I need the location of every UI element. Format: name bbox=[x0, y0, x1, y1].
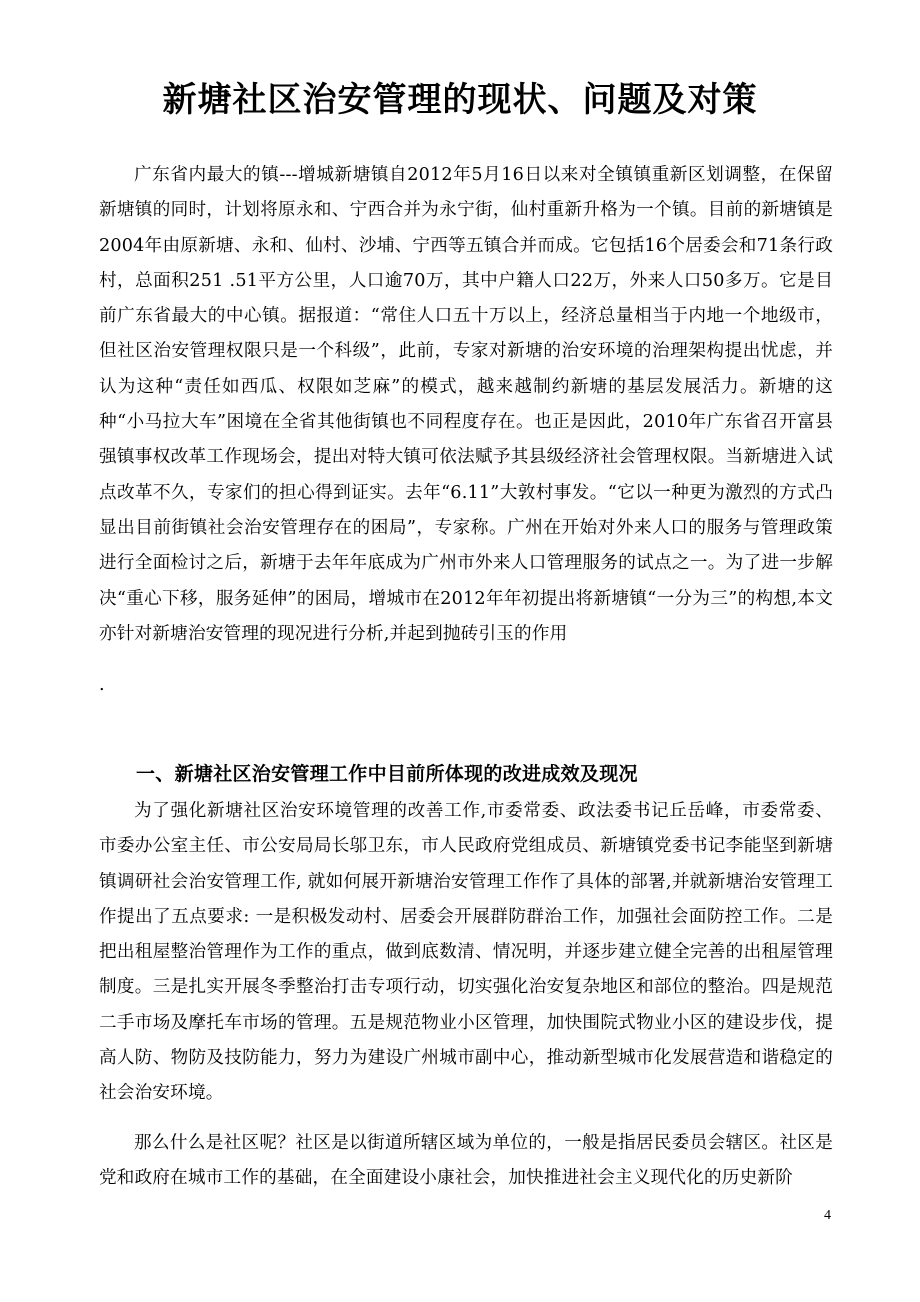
page-number: 4 bbox=[824, 1208, 831, 1223]
document-title: 新塘社区治安管理的现状、问题及对策 bbox=[162, 80, 758, 120]
intro-trailing-dot: . bbox=[99, 675, 105, 695]
section-paragraph-2: 那么什么是社区呢？社区是以街道所辖区域为单位的，一般是指居民委员会辖区。社区是党和政府在城市工作的基础，在全面建设小康社会，加快推进社会主义现代化的历史新阶 bbox=[99, 1133, 833, 1189]
section-heading: 一、新塘社区治安管理工作中目前所体现的改进成效及现况 bbox=[136, 763, 638, 785]
section-paragraph-1: 为了强化新塘社区治安环境管理的改善工作,市委常委、政法委书记丘岳峰，市委常委、市委办公室主任、市公安局局长邬卫东，市人民政府党组成员、新塘镇党委书记李能坚到新塘镇调研社会治安管理工作, 就如何展开新塘治安管理工作作了具体的部署,并就新塘治安管理工作提出了五点要求: 一是积极发动村、居委会开展群防群治工作，加强社会面防控工作。二是把出租屋整治管理作为工作的重点，做到底数清、情况明，并逐步建立健全完善的出租屋管理制度。三是扎实开展冬季整治打击专项行动，切实强化治安复杂地区和部位的整治。四是规范二手市场及摩托车市场的管理。五是规范物业小区管理，加快围院式物业小区的建设步伐，提高人防、物防及技防能力，努力为建设广州城市副中心，推动新型城市化发展营造和谐稳定的社会治安环境。 bbox=[99, 801, 833, 1104]
intro-paragraph: 广东省内最大的镇---增城新塘镇自2012年5月16日以来对全镇镇重新区划调整，在保留新塘镇的同时，计划将原永和、宁西合并为永宁街，仙村重新升格为一个镇。目前的新塘镇是2004年由原新塘、永和、仙村、沙埔、宁西等五镇合并而成。它包括16个居委会和71条行政村，总面积251 .51平方公里，人口逾70万，其中户籍人口22万，外来人口50多万。它是目前广东省最大的中心镇。据报道：“常住人口五十万以上，经济总量相当于内地一个地级市，但社区治安管理权限只是一个科级”，此前，专家对新塘的治安环境的治理架构提出忧虑，并认为这种“责任如西瓜、权限如芝麻”的模式，越来越制约新塘的基层发展活力。新塘的这种“小马拉大车”困境在全省其他街镇也不同程度存在。也正是因此，2010年广东省召开富县强镇事权改革工作现场会，提出对特大镇可依法赋予其县级经济社会管理权限。当新塘进入试点改革不久，专家们的担心得到证实。去年“6.11”大敦村事发。“它以一种更为激烈的方式凸显出目前街镇社会治安管理存在的困局”，专家称。广州在开始对外来人口的服务与管理政策进行全面检讨之后，新塘于去年年底成为广州市外来人口管理服务的试点之一。为了进一步解决“重心下移，服务延伸”的困局，增城市在2012年年初提出将新塘镇“一分为三”的构想,本文亦针对新塘治安管理的现况进行分析,并起到抛砖引玉的作用 bbox=[99, 165, 833, 644]
